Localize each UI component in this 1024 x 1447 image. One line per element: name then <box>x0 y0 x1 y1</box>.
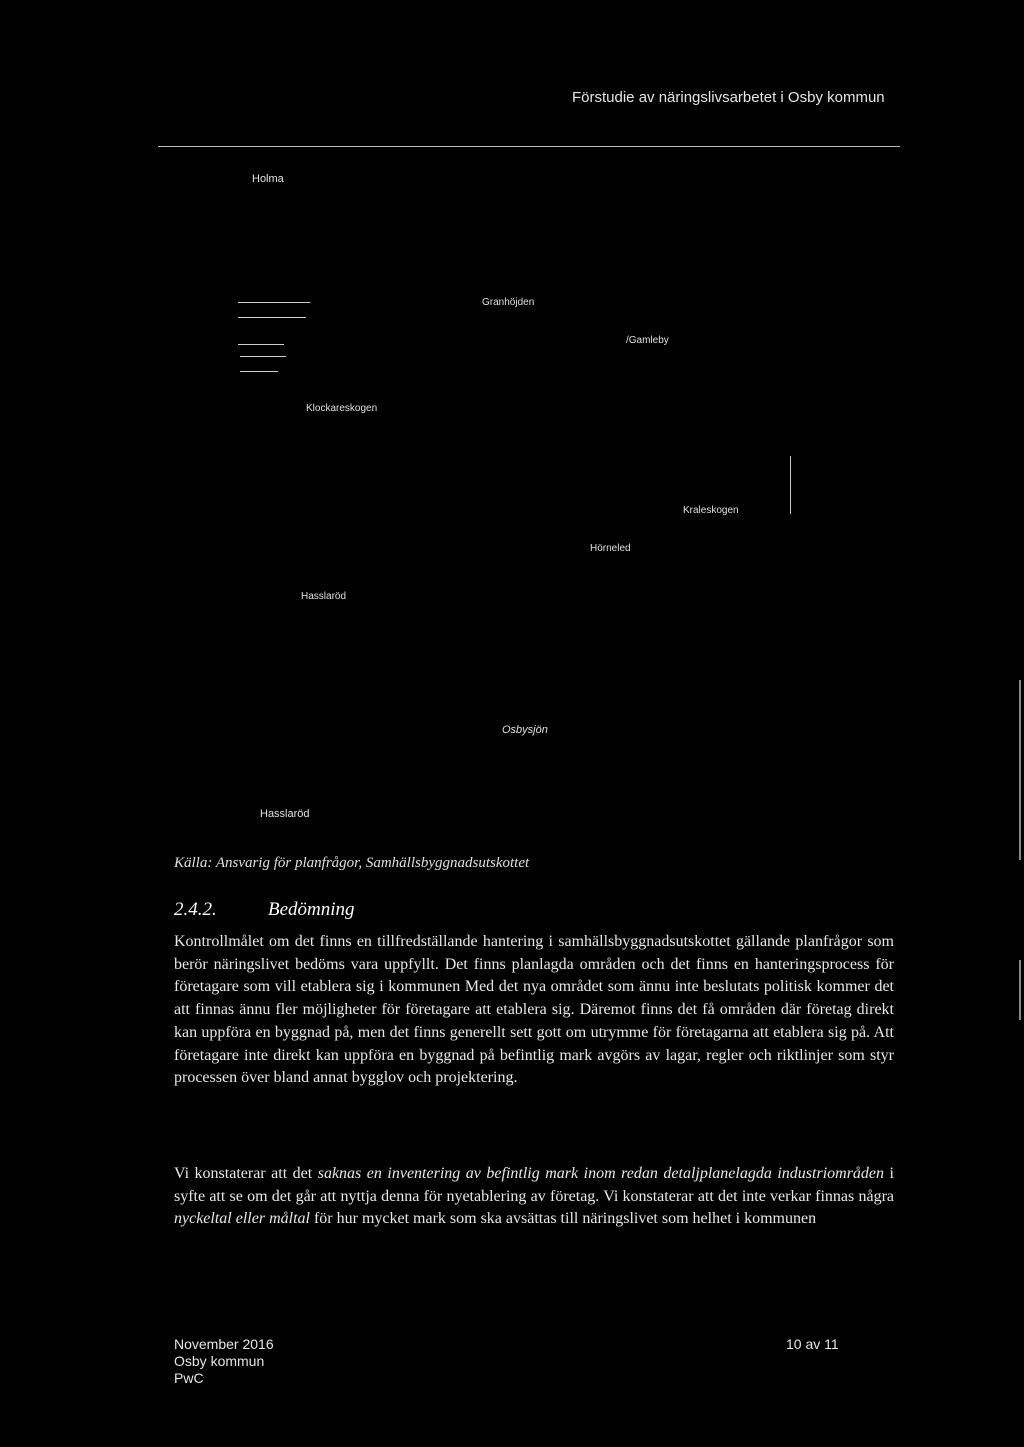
page-number: 10 av 11 <box>786 1336 839 1352</box>
section-title: Bedömning <box>268 899 355 920</box>
map-label-holma: Holma <box>252 173 284 185</box>
conclusion-paragraph <box>174 1163 894 1231</box>
section-heading <box>174 899 355 921</box>
scan-edge <box>1019 680 1021 860</box>
footer-date: November 2016 <box>174 1336 274 1352</box>
map-line <box>238 302 310 303</box>
map-label-gamleby: /Gamleby <box>626 335 669 346</box>
figure-caption: Källa: Ansvarig för planfrågor, Samhällsbyggnadsutskottet <box>174 855 530 871</box>
conclusion-emphasis: saknas en inventering av befintlig mark inom redan detaljplanelagda industriområden <box>317 1165 885 1182</box>
header-divider <box>158 146 900 147</box>
map-label-kraleskogen: Kraleskogen <box>683 505 739 516</box>
scan-edge <box>1019 960 1021 1020</box>
map-label-klockareskogen: Klockareskogen <box>306 403 378 414</box>
map-line <box>240 371 278 372</box>
map-label-granhojden: Granhöjden <box>482 297 535 308</box>
conclusion-text: Vi konstaterar att det <box>174 1165 318 1182</box>
section-number: 2.4.2. <box>174 899 217 920</box>
conclusion-text: i syfte att se om det går att nyttja denna för nyetablering av företag. Vi konstaterar att det inte verkar finnas några <box>174 1165 894 1205</box>
conclusion-text: för hur mycket mark som ska avsättas till näringslivet som helhet i kommunen <box>309 1210 817 1228</box>
map-line <box>238 317 306 318</box>
footer <box>174 1336 274 1387</box>
document-header-title: Förstudie av näringslivsarbetet i Osby kommun <box>572 89 885 106</box>
map-label-hasslarod-top: Hasslaröd <box>301 591 347 602</box>
map-label-hasslarod-bottom: Hasslaröd <box>260 808 310 820</box>
conclusion-emphasis: nyckeltal eller måltal <box>174 1210 310 1228</box>
map-label-horneled: Hörneled <box>590 543 631 554</box>
footer-company: PwC <box>174 1370 204 1386</box>
map-label-osbysjon: Osbysjön <box>502 724 548 736</box>
map-line <box>240 356 286 357</box>
footer-organization: Osby kommun <box>174 1353 265 1369</box>
map-line <box>238 344 284 345</box>
map-figure <box>160 160 860 840</box>
assessment-paragraph: Kontrollmålet om det finns en tillfredställande hantering i samhällsbyggnadsutskottet gällande planfrågor som berör näringslivet bedöms vara uppfyllt. Det finns planlagda områden och det finns en hanteringsprocess för företagare som vill etablera sig i kommunen Med det nya området som ännu inte beslutats politisk kommer det att finnas ännu fler möjligheter för företagare att etablera sig. Däremot finns det få områden där företag direkt kan uppföra en byggnad på, men det finns generellt sett gott om utrymme för företagarna att etablera sig på. Att företagare inte direkt kan uppföra en byggnad på befintlig mark avgörs av lagar, regler och riktlinjer som styr processen över bland annat bygglov och projektering. <box>174 933 894 1087</box>
map-line <box>790 456 791 514</box>
